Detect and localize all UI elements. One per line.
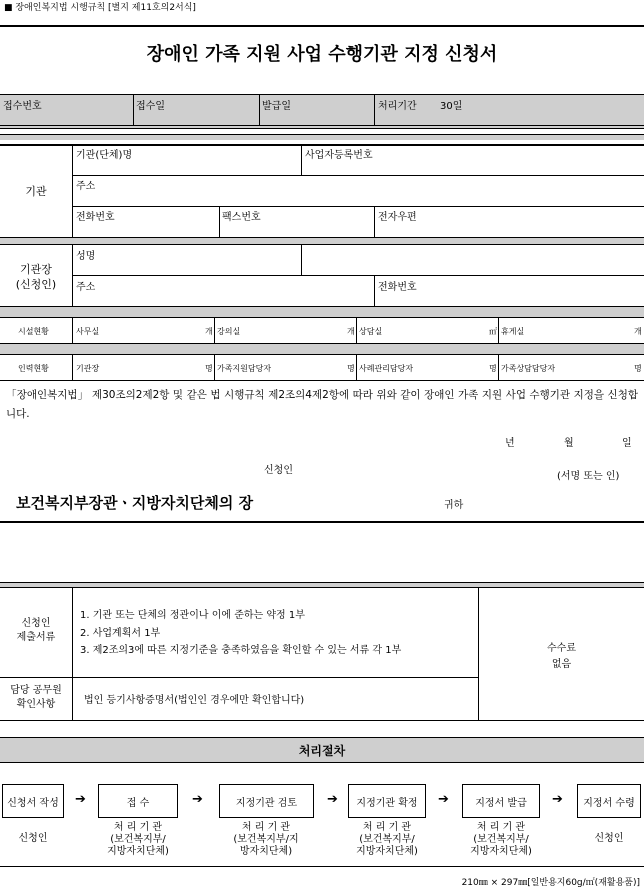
recipient-suffix: 귀하 bbox=[444, 500, 464, 511]
rule bbox=[301, 244, 302, 275]
staff-head-unit: 명 bbox=[205, 364, 213, 373]
step-review: 지정기관 검토 bbox=[219, 784, 314, 818]
rule bbox=[0, 125, 644, 126]
step-receipt: 접 수 bbox=[98, 784, 178, 818]
staff-family-counsel-label: 가족상담담당자 bbox=[501, 364, 556, 373]
rule bbox=[0, 587, 644, 588]
rule bbox=[0, 317, 644, 318]
staff-case-mgmt-unit: 명 bbox=[489, 364, 497, 373]
step-confirm-actor: 처 리 기 관 (보건복지부/ 지방자치단체) bbox=[356, 822, 418, 857]
rule bbox=[0, 354, 644, 355]
rule bbox=[214, 354, 215, 380]
institution-address-label: 주소 bbox=[76, 181, 96, 192]
arrow-right-icon: ➔ bbox=[438, 792, 449, 807]
top-border bbox=[0, 25, 644, 27]
rule bbox=[0, 380, 644, 381]
institution-phone-label: 전화번호 bbox=[76, 212, 115, 223]
staff-section-label: 인력현황 bbox=[18, 364, 49, 373]
step-confirm: 지정기관 확정 bbox=[348, 784, 426, 818]
facility-counsel-unit: ㎡ bbox=[489, 327, 497, 336]
staff-case-mgmt-label: 사례관리담당자 bbox=[359, 364, 414, 373]
applicant-label: 신청인 bbox=[264, 465, 293, 476]
processing-period-label: 처리기간 bbox=[378, 101, 417, 112]
step-receive-actor: 신청인 bbox=[594, 833, 624, 844]
arrow-right-icon: ➔ bbox=[552, 792, 563, 807]
receipt-date-label: 접수일 bbox=[136, 101, 165, 112]
official-check-item: 법인 등기사항증명서(법인인 경우에만 확인합니다) bbox=[84, 695, 305, 706]
rule bbox=[0, 720, 644, 721]
staff-family-support-unit: 명 bbox=[347, 364, 355, 373]
date-month-label: 월 bbox=[564, 438, 574, 449]
step-issue: 지정서 발급 bbox=[462, 784, 540, 818]
arrow-right-icon: ➔ bbox=[75, 792, 86, 807]
institution-name-label: 기관(단체)명 bbox=[76, 150, 133, 161]
staff-head-label: 기관장 bbox=[76, 364, 100, 373]
document-item-1: 1. 기관 또는 단체의 정관이나 이에 준하는 약정 1부 bbox=[80, 610, 305, 621]
spacer-band bbox=[0, 307, 644, 317]
paper-spec-footer: 210㎜ × 297㎜[일반용지60g/㎡(재활용품)] bbox=[461, 878, 640, 888]
head-address-label: 주소 bbox=[76, 282, 96, 293]
rule bbox=[72, 317, 73, 343]
date-day-label: 일 bbox=[622, 438, 632, 449]
rule bbox=[72, 275, 644, 276]
rule bbox=[72, 175, 644, 176]
form-title: 장애인 가족 지원 사업 수행기관 지정 신청서 bbox=[146, 44, 498, 65]
recipient-title: 보건복지부장관ㆍ지방자치단체의 장 bbox=[16, 494, 254, 512]
step-receipt-actor: 처 리 기 관 (보건복지부/ 지방자치단체) bbox=[107, 822, 169, 857]
rule bbox=[0, 244, 644, 245]
application-statement: 「장애인복지법」 제30조의2제2항 및 같은 법 시행규칙 제2조의4제2항에 따라 위와 같이 장애인 가족 지원 사업 수행기관 지정을 신청합니다. bbox=[6, 389, 638, 420]
spacer-band bbox=[0, 344, 644, 354]
rule bbox=[498, 354, 499, 380]
signature-note: (서명 또는 인) bbox=[557, 471, 620, 482]
official-check-section-label: 담당 공무원 확인사항 bbox=[10, 685, 62, 710]
facility-section-label: 시설현황 bbox=[18, 327, 49, 336]
facility-lecture-unit: 개 bbox=[347, 327, 355, 336]
head-phone-label: 전화번호 bbox=[378, 282, 417, 293]
institution-fax-label: 팩스번호 bbox=[222, 212, 261, 223]
rule bbox=[219, 206, 220, 237]
facility-counsel-label: 상담실 bbox=[359, 327, 383, 336]
arrow-right-icon: ➔ bbox=[192, 792, 203, 807]
documents-section-label: 신청인 제출서류 bbox=[16, 618, 56, 643]
facility-office-label: 사무실 bbox=[76, 327, 100, 336]
rule bbox=[72, 587, 73, 720]
rule bbox=[301, 144, 302, 175]
fee-label: 수수료 bbox=[547, 643, 576, 654]
processing-days: 30일 bbox=[440, 101, 463, 112]
form-reference: ■ 장애인복지법 시행규칙 [별지 제11호의2서식] bbox=[4, 3, 196, 13]
rule bbox=[0, 737, 644, 738]
facility-rest-unit: 개 bbox=[634, 327, 642, 336]
document-item-2: 2. 사업계획서 1부 bbox=[80, 628, 161, 639]
biz-reg-no-label: 사업자등록번호 bbox=[305, 150, 373, 161]
head-section-label: 기관장 (신청인) bbox=[15, 263, 57, 291]
receipt-number-label: 접수번호 bbox=[3, 101, 42, 112]
rule bbox=[374, 94, 375, 125]
step-application-actor: 신청인 bbox=[18, 833, 48, 844]
rule bbox=[0, 677, 478, 678]
rule bbox=[72, 354, 73, 380]
step-receive: 지정서 수령 bbox=[577, 784, 641, 818]
rule bbox=[356, 317, 357, 343]
arrow-right-icon: ➔ bbox=[327, 792, 338, 807]
rule bbox=[0, 866, 644, 867]
step-review-actor: 처 리 기 관 (보건복지부/지 방자치단체) bbox=[233, 822, 299, 857]
institution-section-label: 기관 bbox=[25, 185, 47, 198]
receipt-band bbox=[0, 94, 644, 128]
rule bbox=[0, 582, 644, 583]
rule bbox=[0, 128, 644, 129]
rule bbox=[259, 94, 260, 125]
rule bbox=[356, 354, 357, 380]
fee-value: 없음 bbox=[551, 659, 572, 670]
rule bbox=[374, 206, 375, 237]
date-year-label: 년 bbox=[505, 438, 515, 449]
issue-date-label: 발급일 bbox=[262, 101, 291, 112]
rule bbox=[72, 206, 644, 207]
institution-email-label: 전자우편 bbox=[378, 212, 417, 223]
facility-office-unit: 개 bbox=[205, 327, 213, 336]
rule bbox=[72, 144, 73, 237]
rule bbox=[498, 317, 499, 343]
staff-family-support-label: 가족지원담당자 bbox=[217, 364, 272, 373]
head-name-label: 성명 bbox=[76, 251, 96, 262]
step-issue-actor: 처 리 기 관 (보건복지부/ 지방자치단체) bbox=[470, 822, 532, 857]
step-application: 신청서 작성 bbox=[2, 784, 64, 818]
procedure-title: 처리절차 bbox=[298, 744, 346, 758]
facility-rest-label: 휴게실 bbox=[501, 327, 525, 336]
staff-family-counsel-unit: 명 bbox=[634, 364, 642, 373]
rule bbox=[0, 134, 644, 135]
facility-lecture-label: 강의실 bbox=[217, 327, 241, 336]
rule bbox=[133, 94, 134, 125]
rule bbox=[214, 317, 215, 343]
rule bbox=[374, 275, 375, 306]
rule bbox=[0, 762, 644, 763]
document-item-3: 3. 제2조의3에 따른 지정기준을 충족하였음을 확인할 수 있는 서류 각 1부 bbox=[80, 645, 402, 656]
rule bbox=[0, 94, 644, 95]
rule bbox=[0, 521, 644, 523]
